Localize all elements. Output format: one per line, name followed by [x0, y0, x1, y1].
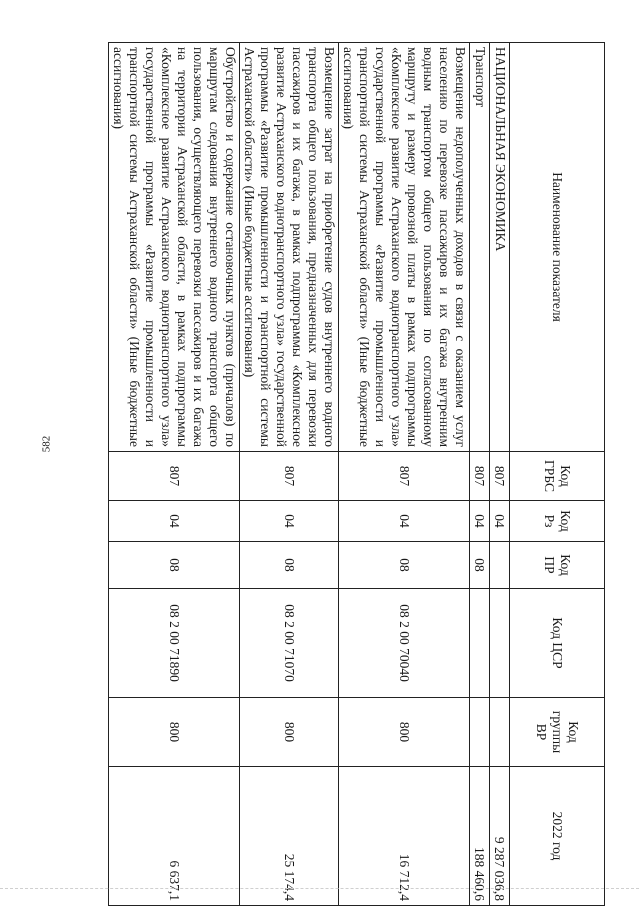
header-pr: Код ПР: [510, 542, 605, 589]
footer-divider: [0, 888, 639, 890]
row-rz: 04: [339, 501, 470, 542]
header-rz: Код Рз: [510, 501, 605, 542]
table-row: [339, 43, 470, 906]
table-row: [470, 43, 490, 906]
row-vr: 800: [109, 698, 240, 767]
row-csr: 08 2 00 70040: [339, 589, 470, 698]
row-vr: [490, 698, 510, 767]
row-csr: [470, 589, 490, 698]
row-grbs: 807: [339, 452, 470, 501]
table-row: [109, 43, 240, 906]
row-name: Возмещение недополученных доходов в связи с оказанием услуг населению по перевозке пассажиров и их багажа внутренним водным транспортом общего пользования по согласованному маршруту и размеру провозной платы в рамках подпрограммы «Комплексное развитие Астраханского воднотранспортного узла» государственной программы «Развитие промышленности и транспортной системы Астраханской области» (Иные бюджетные ассигнования): [339, 43, 470, 452]
row-amount: 9 287 036,8: [490, 767, 510, 906]
row-pr: 08: [109, 542, 240, 589]
header-grbs: Код ГРБС: [510, 452, 605, 501]
header-vr: Код группы ВР: [510, 698, 605, 767]
row-amount: 25 174,4: [240, 767, 339, 906]
row-amount: 188 460,6: [470, 767, 490, 906]
row-pr: 08: [470, 542, 490, 589]
row-amount: 6 637,1: [109, 767, 240, 906]
row-grbs: 807: [470, 452, 490, 501]
table-header-row: [510, 43, 605, 906]
row-csr: 08 2 00 71070: [240, 589, 339, 698]
row-grbs: 807: [109, 452, 240, 501]
row-name: Возмещение затрат на приобретение судов внутреннего водного транспорта общего пользования, предназначенных для перевозки пассажиров и их багажа, в рамках подпрограммы «Комплексное развитие Астраханского воднотранспортного узла» государственной программы «Развитие промышленности и транспортной системы Астраханской области» (Иные бюджетные ассигнования): [240, 43, 339, 452]
row-vr: 800: [240, 698, 339, 767]
row-rz: 04: [490, 501, 510, 542]
rotated-table-container: [92, 42, 605, 901]
row-csr: [490, 589, 510, 698]
row-name: Обустройство и содержание остановочных пунктов (причалов) по маршрутам следования внутреннего водного транспорта общего пользования, осуществляющего перевозки пассажиров и их багажа на территории Астраханской области, в рамках подпрограммы «Комплексное развитие Астраханского воднотранспортного узла» государственной программы «Развитие промышленности и транспортной системы Астраханской области» (Иные бюджетные ассигнования): [109, 43, 240, 452]
header-name: Наименование показателя: [510, 43, 605, 452]
page-number: 582: [40, 435, 53, 453]
row-rz: 04: [240, 501, 339, 542]
row-csr: 08 2 00 71890: [109, 589, 240, 698]
budget-table: [108, 42, 605, 906]
row-grbs: 807: [240, 452, 339, 501]
row-vr: 800: [339, 698, 470, 767]
header-year: 2022 год: [510, 767, 605, 906]
header-csr: Код ЦСР: [510, 589, 605, 698]
table-row: [240, 43, 339, 906]
row-name: Транспорт: [470, 43, 490, 452]
row-grbs: 807: [490, 452, 510, 501]
row-amount: 16 712,4: [339, 767, 470, 906]
row-vr: [470, 698, 490, 767]
row-name: НАЦИОНАЛЬНАЯ ЭКОНОМИКА: [490, 43, 510, 452]
row-pr: 08: [339, 542, 470, 589]
row-pr: [490, 542, 510, 589]
row-pr: 08: [240, 542, 339, 589]
row-rz: 04: [470, 501, 490, 542]
row-rz: 04: [109, 501, 240, 542]
table-row: [490, 43, 510, 906]
